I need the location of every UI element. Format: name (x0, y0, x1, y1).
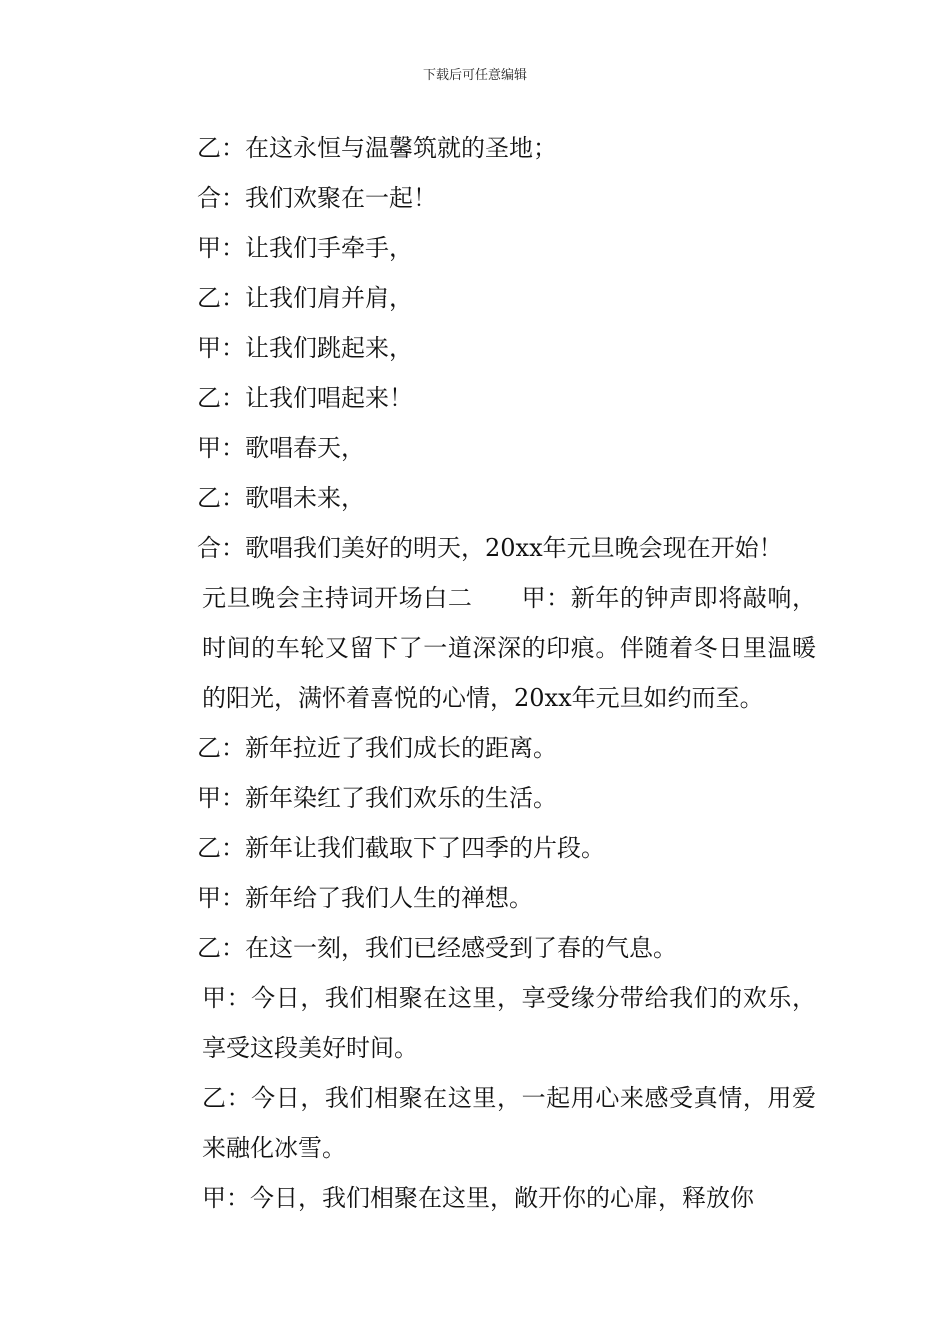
paragraph: 乙：在这永恒与温馨筑就的圣地； (197, 134, 557, 162)
paragraph: 乙：让我们唱起来！ (197, 384, 413, 412)
paragraph: 甲：今日，我们相聚在这里，享受缘分带给我们的欢乐，享受这段美好时间。 (202, 984, 816, 1062)
paragraph: 乙：歌唱未来， (197, 484, 365, 512)
paragraph: 乙：今日，我们相聚在这里，一起用心来感受真情，用爱来融化冰雪。 (202, 1084, 816, 1162)
paragraph: 甲：今日，我们相聚在这里，敞开你的心扉，释放你 (202, 1184, 754, 1212)
document-body (146, 123, 816, 1223)
paragraph: 甲：让我们跳起来， (197, 334, 413, 362)
paragraph: 乙：在这一刻，我们已经感受到了春的气息。 (197, 934, 677, 962)
paragraph: 乙：新年拉近了我们成长的距离。 (197, 734, 557, 762)
paragraph: 甲：新年染红了我们欢乐的生活。 (197, 784, 557, 812)
paragraph: 甲：让我们手牵手， (197, 234, 413, 262)
paragraph: 合：歌唱我们美好的明天，20xx年元旦晚会现在开始！ (197, 534, 783, 562)
paragraph: 元旦晚会主持词开场白二 甲：新年的钟声即将敲响，时间的车轮又留下了一道深深的印痕。伴随着冬日里温暖的阳光，满怀着喜悦的心情，20xx年元旦如约而至。 (202, 584, 816, 712)
paragraph: 乙：让我们肩并肩， (197, 284, 413, 312)
paragraph: 甲：歌唱春天， (197, 434, 365, 462)
paragraph: 甲：新年给了我们人生的禅想。 (197, 884, 533, 912)
paragraph: 乙：新年让我们截取下了四季的片段。 (197, 834, 605, 862)
paragraph: 合：我们欢聚在一起！ (197, 184, 437, 212)
page-header: 下载后可任意编辑 (422, 68, 527, 83)
